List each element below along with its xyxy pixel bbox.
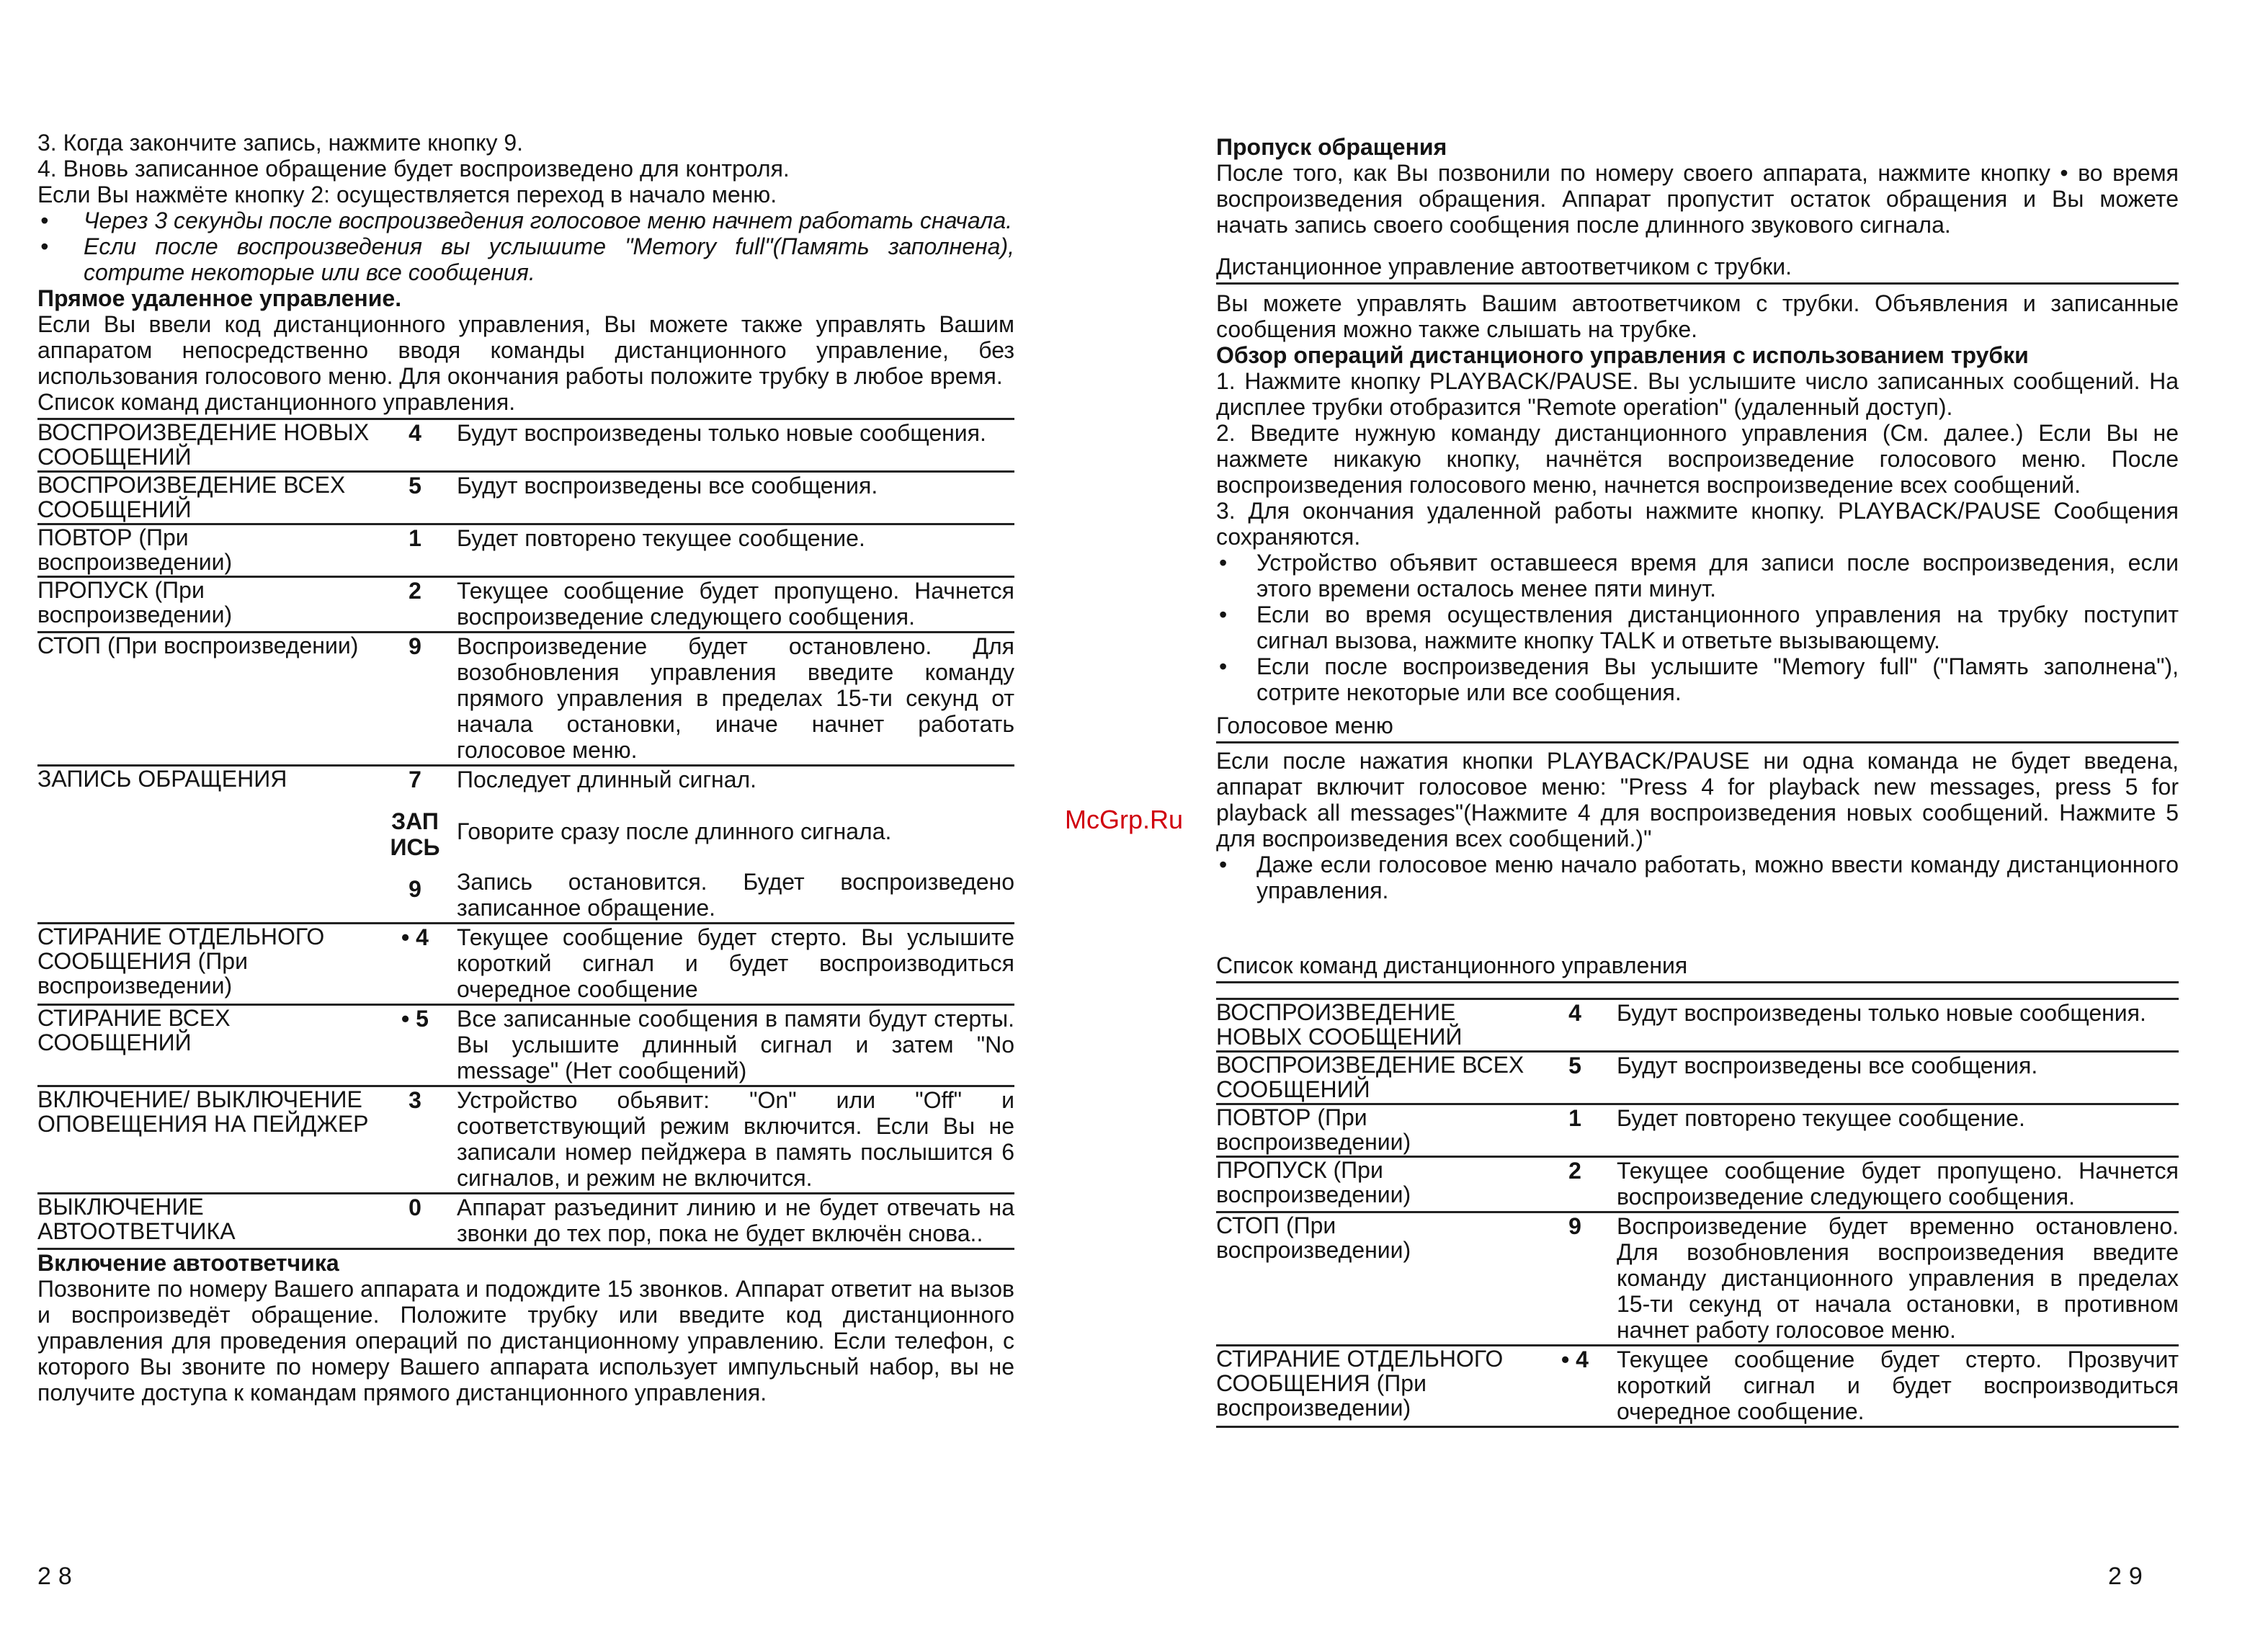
bullet-item: • Если после воспроизведения вы услышите "Memory full"(Память заполнена), сотрите некоторые или все сообщения. <box>37 233 1014 285</box>
command-name: СТОП (При воспроизведении) <box>1216 1212 1533 1346</box>
handset-text: Вы можете управлять Вашим автоответчиком с трубки. Объявления и записанные сообщения можно также слышать на трубке. <box>1216 290 2179 342</box>
command-desc: Будут воспроизведены только новые сообщения. <box>457 420 1014 472</box>
command-key: 4 <box>373 420 457 472</box>
command-name: ПРОПУСК (При воспроизведении) <box>1216 1157 1533 1212</box>
table-row <box>37 420 1014 472</box>
command-key: 0 <box>373 1194 457 1249</box>
step-2: 2. Введите нужную команду дистанционного управления (См. далее.) Если Вы не нажмете никакую кнопку, начнётся воспроизведение голосового меню. После воспроизведения голосового меню, начнется воспроизведение всех сообщений. <box>1216 420 2179 498</box>
command-desc: Воспроизведение будет временно остановлено. Для возобновления воспроизведения введите команду дистанционного управления в пределах 15-ти секунд от начала остановки, в противном начнет работу голосовое меню. <box>1617 1212 2179 1346</box>
command-key: 1 <box>373 524 457 577</box>
command-key: ЗАП ИСЬ <box>390 808 440 860</box>
page-number-left: 28 <box>37 1563 79 1590</box>
command-desc: Текущее сообщение будет стерто. Вы услышите короткий сигнал и будет воспроизводиться очередное сообщение <box>457 924 1014 1005</box>
intro-line: Если Вы нажмёте кнопку 2: осуществляется переход в начало меню. <box>37 182 777 207</box>
command-name: СТОП (При воспроизведении) <box>37 633 373 766</box>
right-page <box>1216 134 2179 1428</box>
command-name: ПОВТОР (При воспроизведении) <box>1216 1104 1533 1157</box>
command-desc: Будет повторено текущее сообщение. <box>457 524 1014 577</box>
command-desc: Текущее сообщение будет пропущено. Начнется воспроизведение следующего сообщения. <box>457 577 1014 633</box>
table-row <box>1216 1104 2179 1157</box>
overview-title: Обзор операций дистанционого управления с использованием трубки <box>1216 342 2029 368</box>
table-row <box>37 577 1014 633</box>
table-row <box>37 924 1014 1005</box>
table-row <box>37 1005 1014 1086</box>
command-key: 5 <box>1533 1052 1617 1104</box>
voice-bullets <box>1216 852 2179 903</box>
bullet-item: • Через 3 секунды после воспроизведения голосовое меню начнет работать сначала. <box>37 207 1014 233</box>
direct-control-title: Прямое удаленное управление. <box>37 285 402 311</box>
table-row <box>37 1086 1014 1194</box>
command-name: ВОСПРОИЗВЕДЕНИЕ НОВЫХ СООБЩЕНИЙ <box>37 420 373 472</box>
bullet-item: • Устройство объявит оставшееся время для записи после воспроизведения, если этого времени осталось менее пяти минут. <box>1216 550 2179 602</box>
skip-text: После того, как Вы позвонили по номеру своего аппарата, нажмите кнопку • во время воспроизведения обращения. Аппарат пропустит остаток обращения и Вы можете начать запись своего сообщения после длинного звукового сигнала. <box>1216 160 2179 238</box>
step-3: 3. Для окончания удаленной работы нажмите кнопку. PLAYBACK/PAUSE Сообщения сохраняются. <box>1216 498 2179 550</box>
bullet-item: • Если после воспроизведения Вы услышите "Memory full" ("Память заполнена"), сотрите некоторые или все сообщения. <box>1216 653 2179 705</box>
voice-menu-text: Если после нажатия кнопки PLAYBACK/PAUSE ни одна команда не будет введена, аппарат включит голосовое меню: "Press 4 for playback new messages, press 5 for playback all messages"(Нажмите 4 для воспроизведения новых сообщений. Нажмите 5 для воспроизведения всех сообщений.)" <box>1216 748 2179 852</box>
command-name: ВОСПРОИЗВЕДЕНИЕ ВСЕХ СООБЩЕНИЙ <box>37 472 373 524</box>
command-key: 9 <box>373 633 457 766</box>
command-desc: Будут воспроизведены все сообщения. <box>457 472 1014 524</box>
bullet-item: • Если во время осуществления дистанционного управления на трубку поступит сигнал вызова, нажмите кнопку TALK и ответьте вызывающему. <box>1216 602 2179 653</box>
command-name: ПРОПУСК (При воспроизведении) <box>37 577 373 633</box>
command-desc: Будут воспроизведены только новые сообщения. <box>1617 999 2179 1052</box>
command-key: 7 <box>408 767 421 792</box>
command-desc: Будет повторено текущее сообщение. <box>1617 1104 2179 1157</box>
enable-title: Включение автоответчика <box>37 1250 339 1276</box>
command-name: СТИРАНИЕ ОТДЕЛЬНОГО СООБЩЕНИЯ (При воспроизведении) <box>37 924 373 1005</box>
skip-title: Пропуск обращения <box>1216 134 1447 160</box>
command-key: • 5 <box>373 1005 457 1086</box>
enable-text: Позвоните по номеру Вашего аппарата и подождите 15 звонков. Аппарат ответит на вызов и воспроизведёт обращение. Положите трубку или введите код дистанционного управления для проведения операций по дистанционному управлению. Если телефон, с которого Вы звоните по номеру Вашего аппарата использует импульсный набор, вы не получите доступа к командам прямого дистанционного управления. <box>37 1276 1014 1406</box>
table-row <box>1216 1052 2179 1104</box>
left-page <box>37 130 1014 1406</box>
command-desc: Запись остановится. Будет воспроизведено записанное обращение. <box>457 862 1014 924</box>
table-row <box>37 794 1014 862</box>
command-key: 3 <box>373 1086 457 1194</box>
command-key: 9 <box>373 862 457 924</box>
table-row <box>1216 1157 2179 1212</box>
intro-line: 3. Когда закончите запись, нажмите кнопку 9. <box>37 130 524 156</box>
command-desc: Аппарат разъединит линию и не будет отвечать на звонки до тех пор, пока не будет включён снова.. <box>457 1194 1014 1249</box>
step-bullets <box>1216 550 2179 705</box>
command-list-title: Список команд дистанционного управления <box>1216 952 2179 983</box>
command-key: • 4 <box>373 924 457 1005</box>
intro-line: 4. Вновь записанное обращение будет воспроизведено для контроля. <box>37 156 790 182</box>
command-key: 2 <box>1533 1157 1617 1212</box>
command-desc: Текущее сообщение будет пропущено. Начнется воспроизведение следующего сообщения. <box>1617 1157 2179 1212</box>
command-name: СТИРАНИЕ ОТДЕЛЬНОГО СООБЩЕНИЯ (При воспроизведении) <box>1216 1346 1533 1427</box>
command-name: ВКЛЮЧЕНИЕ/ ВЫКЛЮЧЕНИЕ ОПОВЕЩЕНИЯ НА ПЕЙДЖЕР <box>37 1086 373 1194</box>
command-desc: Воспроизведение будет остановлено. Для возобновления управления введите команду прямого управления в пределах 15-ти секунд от начала остановки, иначе начнет работать голосовое меню. <box>457 633 1014 766</box>
command-desc: Все записанные сообщения в памяти будут стерты. Вы услышите длинный сигнал и затем "No message" (Нет сообщений) <box>457 1005 1014 1086</box>
table-row <box>37 633 1014 766</box>
command-key: 9 <box>1533 1212 1617 1346</box>
table-row <box>37 1194 1014 1249</box>
command-list-title: Список команд дистанционного управления. <box>37 389 1014 420</box>
command-key: 2 <box>373 577 457 633</box>
table-row <box>37 524 1014 577</box>
command-name: ВОСПРОИЗВЕДЕНИЕ НОВЫХ СООБЩЕНИЙ <box>1216 999 1533 1052</box>
command-desc: Говорите сразу после длинного сигнала. <box>457 818 892 844</box>
table-row <box>37 862 1014 924</box>
step-1: 1. Нажмите кнопку PLAYBACK/PAUSE. Вы услышите число записанных сообщений. На дисплее трубки отобразится "Remote operation" (удаленный доступ). <box>1216 368 2179 420</box>
table-row <box>1216 1212 2179 1346</box>
table-row <box>37 766 1014 795</box>
command-key: 4 <box>1533 999 1617 1052</box>
watermark: McGrp.Ru <box>1065 805 1184 834</box>
table-row <box>1216 999 2179 1052</box>
bullet-item: • Даже если голосовое меню начало работать, можно ввести команду дистанционного управления. <box>1216 852 2179 903</box>
command-name: ВЫКЛЮЧЕНИЕ АВТООТВЕТЧИКА <box>37 1194 373 1249</box>
table-row <box>37 472 1014 524</box>
command-key: 5 <box>373 472 457 524</box>
command-desc: Устройство обьявит: "On" или "Off" и соответствующий режим включится. Если Вы не записали номер пейджера в память послышится 6 сигналов, и режим не включится. <box>457 1086 1014 1194</box>
command-desc: Будут воспроизведены все сообщения. <box>1617 1052 2179 1104</box>
command-key: • 4 <box>1533 1346 1617 1427</box>
command-name: ЗАПИСЬ ОБРАЩЕНИЯ <box>37 766 287 792</box>
command-table <box>37 420 1014 1250</box>
page-number-right: 29 <box>2108 1563 2150 1590</box>
intro-bullets <box>37 207 1014 285</box>
command-name: СТИРАНИЕ ВСЕХ СООБЩЕНИЙ <box>37 1005 373 1086</box>
voice-menu-title: Голосовое меню <box>1216 712 2179 743</box>
command-table <box>1216 998 2179 1428</box>
command-desc: Последует длинный сигнал. <box>457 767 757 792</box>
command-key: 1 <box>1533 1104 1617 1157</box>
direct-control-text: Если Вы ввели код дистанционного управления, Вы можете также управлять Вашим аппаратом непосредственно вводя команды дистанционного управление, без использования голосового меню. Для окончания работы положите трубку в любое время. <box>37 311 1014 389</box>
command-name: ВОСПРОИЗВЕДЕНИЕ ВСЕХ СООБЩЕНИЙ <box>1216 1052 1533 1104</box>
table-row <box>1216 1346 2179 1427</box>
handset-title: Дистанционное управление автоответчиком с трубки. <box>1216 254 2179 285</box>
command-name: ПОВТОР (При воспроизведении) <box>37 524 373 577</box>
command-desc: Текущее сообщение будет стерто. Прозвучит короткий сигнал и будет воспроизводиться очередное сообщение. <box>1617 1346 2179 1427</box>
